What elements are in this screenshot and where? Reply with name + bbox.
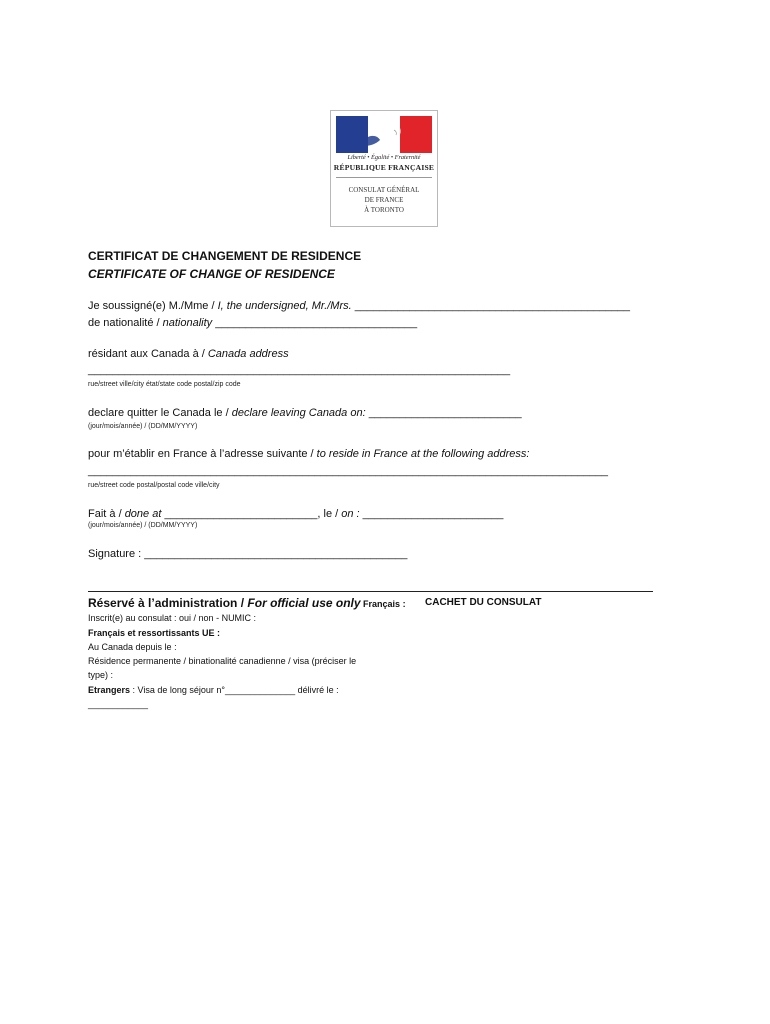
- done-on-blank[interactable]: _______________________: [362, 508, 504, 520]
- nationality-blank[interactable]: _________________________________: [215, 317, 418, 329]
- done-at-line: [88, 508, 503, 520]
- cachet-label: CACHET DU CONSULAT: [425, 597, 542, 608]
- admin-line-inscrit: Inscrit(e) au consulat : oui / non - NUMIC :: [88, 613, 257, 623]
- admin-line-blank[interactable]: ____________: [88, 699, 149, 709]
- admin-line-residence: Résidence permanente / binationalité canadienne / visa (préciser le: [88, 656, 357, 666]
- logo-motto: Liberté • Égalité • Fraternité: [347, 154, 421, 161]
- address-en: Canada address: [207, 348, 289, 360]
- signature-label: Signature :: [88, 548, 145, 560]
- address-blank[interactable]: _____________________________________________________________________: [88, 364, 511, 376]
- leaving-fr: declare quitter le Canada le /: [88, 407, 232, 419]
- nationality-en: nationality: [162, 317, 216, 329]
- done-at-blank[interactable]: _________________________: [164, 508, 318, 520]
- admin-francais: Français :: [360, 599, 406, 609]
- nationality-line: [88, 317, 417, 329]
- done-at-hint: (jour/mois/année) / (DD/MM/YYYY): [88, 522, 198, 529]
- undersigned-fr: Je soussigné(e) M./Mme /: [88, 300, 218, 312]
- admin-line-ue: Français et ressortissants UE :: [88, 628, 221, 638]
- france-address-label: [88, 448, 529, 460]
- signature-line: [88, 548, 407, 560]
- france-address-blank[interactable]: _____________________________________________________________________________________: [88, 465, 609, 477]
- logo-consulate-line2: DE FRANCE: [364, 196, 404, 204]
- logo-consulate-line3: À TORONTO: [364, 206, 404, 214]
- admin-line-type: type) :: [88, 670, 114, 680]
- done-on-fr: , le /: [317, 508, 342, 520]
- admin-line-depuis: Au Canada depuis le :: [88, 642, 177, 652]
- leaving-line: [88, 407, 522, 419]
- logo-divider: [336, 177, 432, 178]
- leaving-blank[interactable]: _________________________: [368, 407, 522, 419]
- title-french: CERTIFICAT DE CHANGEMENT DE RESIDENCE: [88, 249, 362, 263]
- leaving-hint: (jour/mois/année) / (DD/MM/YYYY): [88, 423, 198, 430]
- address-fr: résidant aux Canada à /: [88, 348, 208, 360]
- republique-francaise-logo: [330, 110, 438, 227]
- marianne-flag-icon: [336, 116, 432, 153]
- france-address-hint: rue/street code postal/postal code ville/city: [88, 482, 220, 489]
- admin-title: [88, 596, 406, 610]
- done-on-en: on :: [341, 508, 363, 520]
- etrangers-label: Etrangers: [88, 685, 131, 695]
- logo-republic: RÉPUBLIQUE FRANÇAISE: [333, 163, 435, 172]
- etrangers-rest[interactable]: : Visa de long séjour n°______________ délivré le :: [130, 685, 339, 695]
- title-english: CERTIFICATE OF CHANGE OF RESIDENCE: [88, 267, 335, 281]
- address-hint: rue/street ville/city état/state code postal/zip code: [88, 381, 241, 388]
- admin-divider: [88, 591, 653, 592]
- admin-line-etrangers: [88, 685, 339, 695]
- undersigned-blank[interactable]: _____________________________________________: [354, 300, 631, 312]
- france-address-en: to reside in France at the following address:: [316, 448, 530, 460]
- address-label: [88, 348, 289, 360]
- undersigned-en: I, the undersigned, Mr./Mrs.: [217, 300, 355, 312]
- nationality-fr: de nationalité /: [88, 317, 163, 329]
- admin-title-en: For official use only: [247, 596, 361, 610]
- leaving-en: declare leaving Canada on:: [231, 407, 369, 419]
- signature-blank[interactable]: ___________________________________________: [144, 548, 408, 560]
- logo-consulate: [331, 185, 437, 215]
- done-at-en: done at: [124, 508, 165, 520]
- france-address-fr: pour m’établir en France à l’adresse suivante /: [88, 448, 317, 460]
- admin-title-fr: Réservé à l’administration /: [88, 596, 248, 610]
- logo-consulate-line1: CONSULAT GÉNÉRAL: [348, 186, 420, 194]
- undersigned-line: [88, 300, 630, 312]
- done-at-fr: Fait à /: [88, 508, 125, 520]
